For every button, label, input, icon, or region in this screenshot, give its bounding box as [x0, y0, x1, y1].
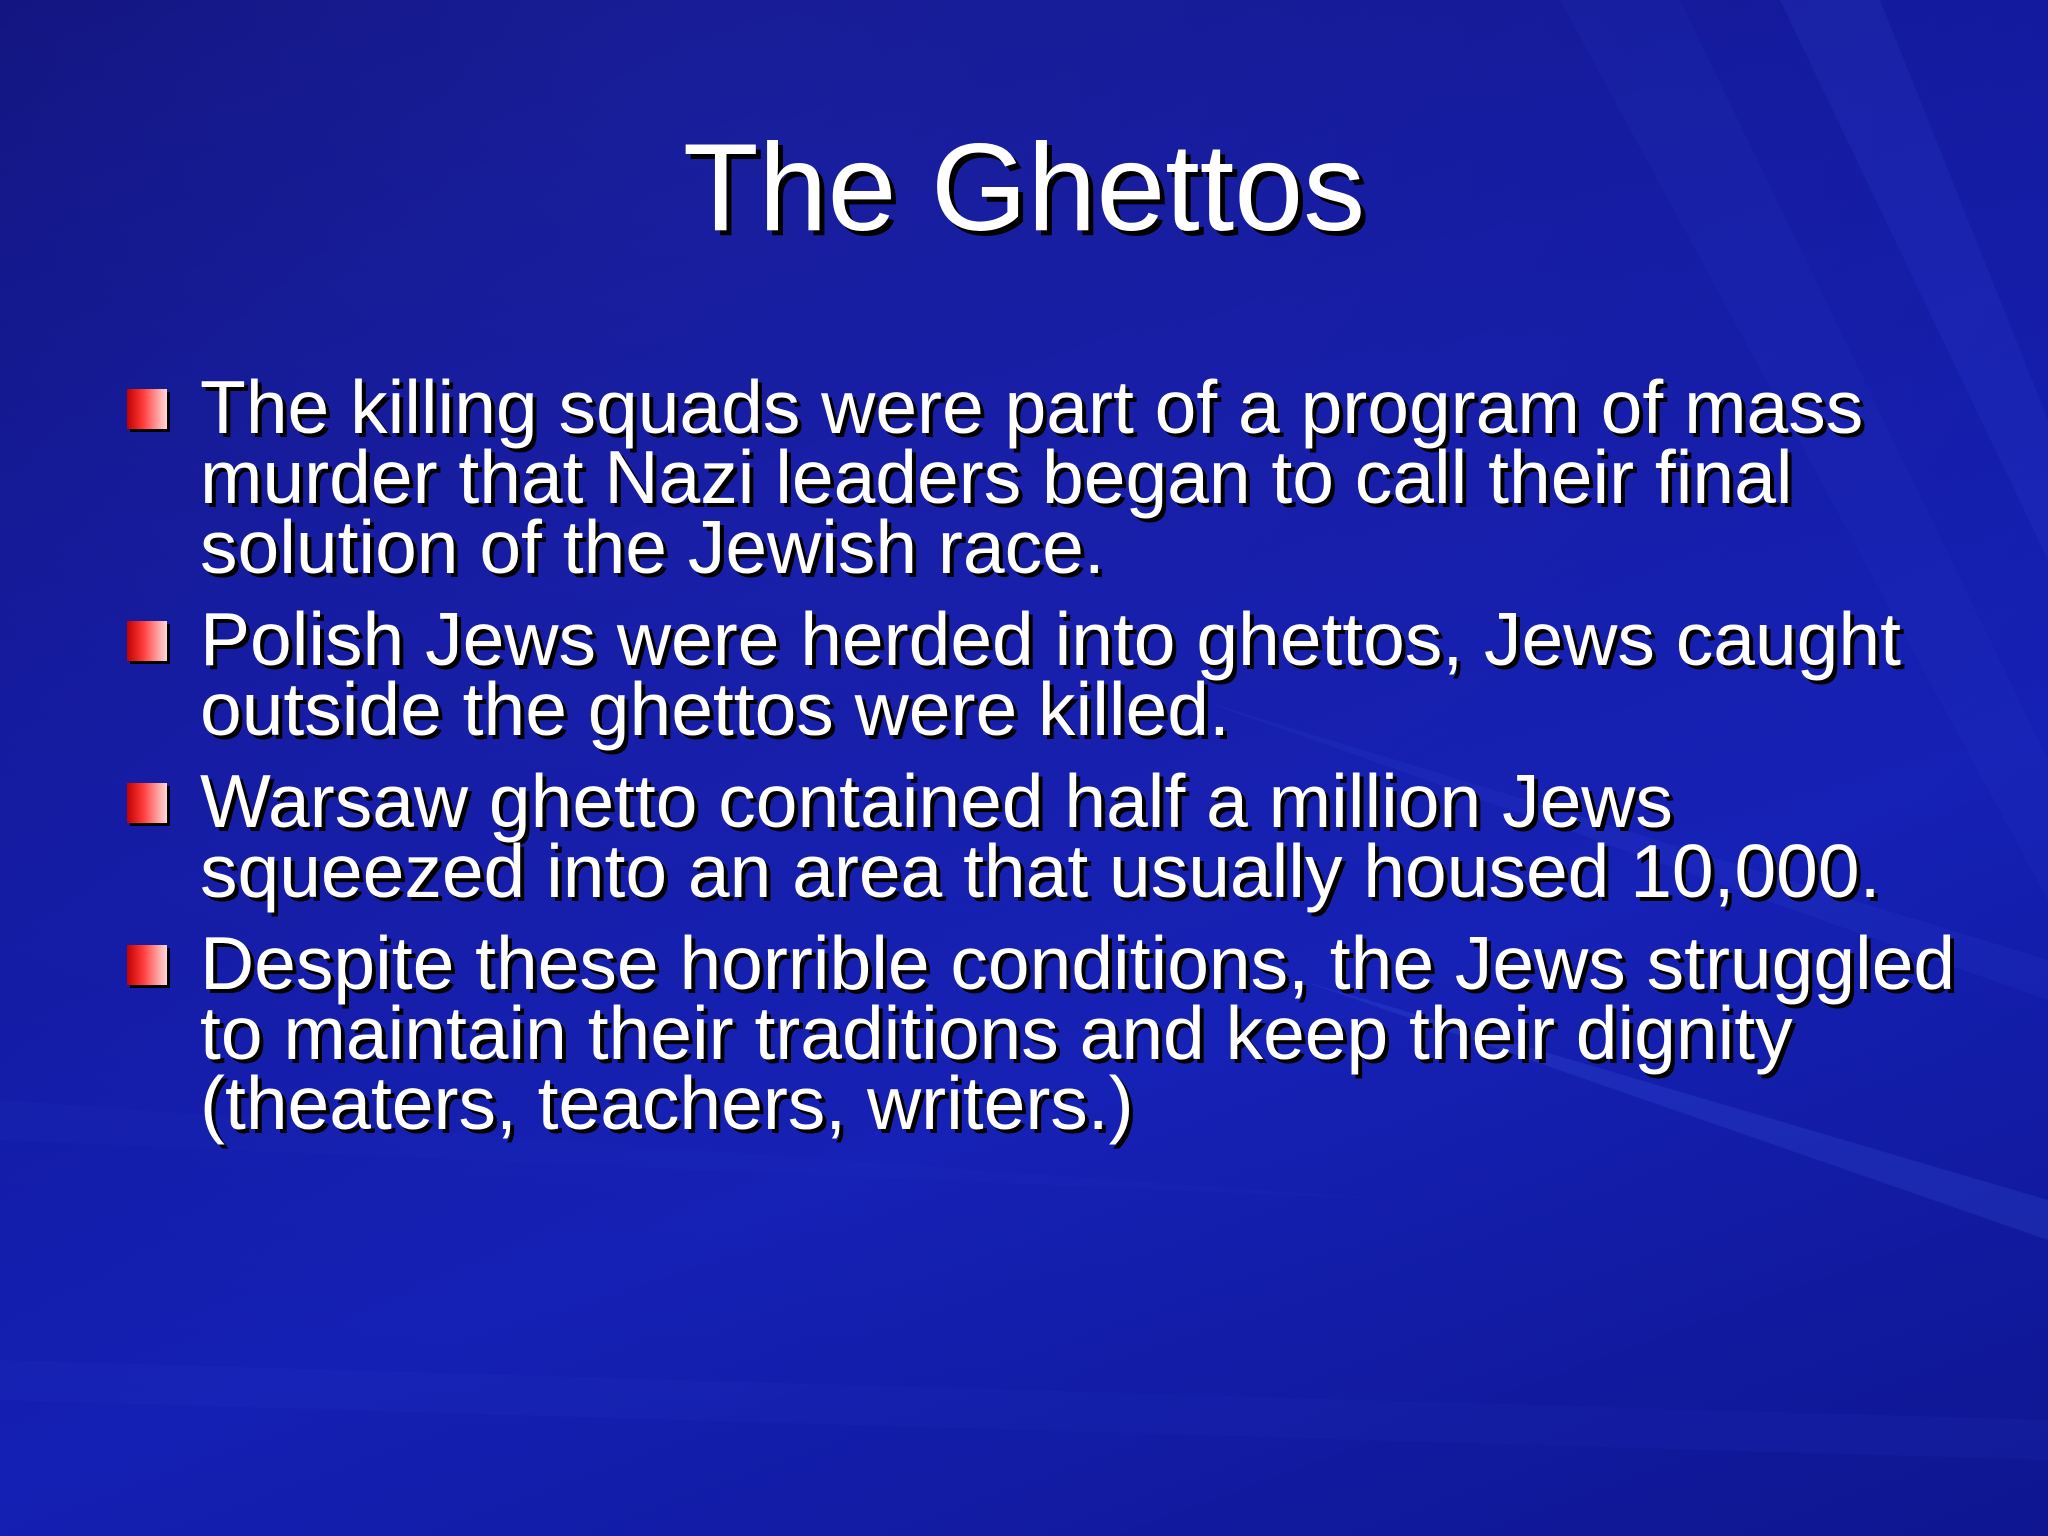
bullet-text: Warsaw ghetto contained half a million Jews squeezed into an area that usually housed 10,000. — [200, 759, 1881, 913]
bullet-item-4 — [124, 921, 1984, 1145]
slide-title: The Ghettos — [682, 119, 1366, 257]
bullet-item-1 — [124, 365, 1984, 589]
bullet-item-2 — [124, 597, 1984, 751]
bullet-square-icon — [127, 621, 167, 661]
bullet-text: The killing squads were part of a program of mass murder that Nazi leaders began to call their final solution of the Jewish race. — [200, 365, 1864, 589]
bullet-text: Polish Jews were herded into ghettos, Jews caught outside the ghettos were killed. — [200, 597, 1901, 751]
bullet-text: Despite these horrible conditions, the Jews struggled to maintain their traditions and keep their dignity (theaters, teachers, writers.) — [200, 921, 1956, 1145]
bullet-item-3 — [124, 759, 1984, 913]
bullet-square-icon — [127, 783, 167, 823]
bullet-square-icon — [127, 945, 167, 985]
bullet-list — [124, 365, 1984, 1160]
bullet-square-icon — [127, 389, 167, 429]
